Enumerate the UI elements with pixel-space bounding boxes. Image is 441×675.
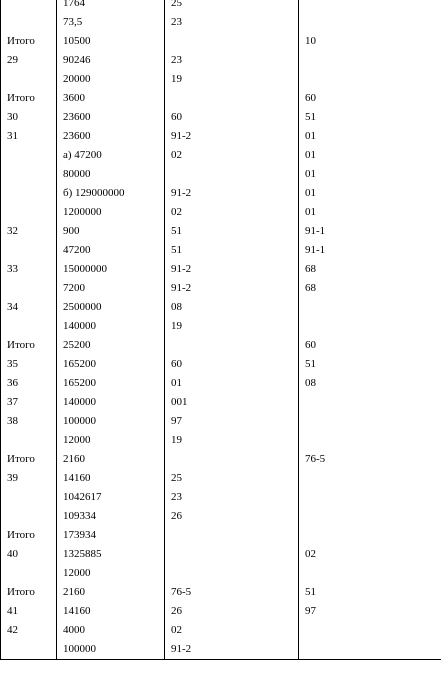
table-row bbox=[1, 545, 441, 564]
debit-account-cell: 91-2 bbox=[165, 260, 299, 279]
table-row bbox=[1, 127, 441, 146]
debit-account-cell bbox=[165, 165, 299, 184]
amount-cell: 15000000 bbox=[57, 260, 165, 279]
table-row bbox=[1, 108, 441, 127]
amount-cell: 140000 bbox=[57, 317, 165, 336]
row-label-cell: 32 bbox=[1, 222, 57, 241]
amount-cell: 20000 bbox=[57, 70, 165, 89]
row-label-cell bbox=[1, 431, 57, 450]
debit-account-cell: 23 bbox=[165, 51, 299, 70]
debit-account-cell: 01 bbox=[165, 374, 299, 393]
amount-cell: 90246 bbox=[57, 51, 165, 70]
credit-account-cell: 10 bbox=[299, 32, 441, 51]
table-row bbox=[1, 298, 441, 317]
amount-cell: 4000 bbox=[57, 621, 165, 640]
credit-account-cell: 68 bbox=[299, 279, 441, 298]
row-label-cell: 38 bbox=[1, 412, 57, 431]
credit-account-cell bbox=[299, 13, 441, 32]
table-row bbox=[1, 640, 441, 660]
debit-account-cell: 08 bbox=[165, 298, 299, 317]
table-row bbox=[1, 13, 441, 32]
table-row bbox=[1, 355, 441, 374]
debit-account-cell: 91-2 bbox=[165, 640, 299, 660]
row-label-cell: 35 bbox=[1, 355, 57, 374]
amount-cell: 47200 bbox=[57, 241, 165, 260]
amount-cell: 1200000 bbox=[57, 203, 165, 222]
table-row bbox=[1, 450, 441, 469]
debit-account-cell: 60 bbox=[165, 108, 299, 127]
table-row bbox=[1, 374, 441, 393]
debit-account-cell: 51 bbox=[165, 241, 299, 260]
amount-cell: 173934 bbox=[57, 526, 165, 545]
table-row bbox=[1, 393, 441, 412]
credit-account-cell: 51 bbox=[299, 355, 441, 374]
row-label-cell bbox=[1, 203, 57, 222]
amount-cell: 12000 bbox=[57, 431, 165, 450]
row-label-cell: 42 bbox=[1, 621, 57, 640]
row-label-cell: 39 bbox=[1, 469, 57, 488]
row-label-cell: Итого bbox=[1, 32, 57, 51]
credit-account-cell: 76-5 bbox=[299, 450, 441, 469]
amount-cell: 3600 bbox=[57, 89, 165, 108]
debit-account-cell: 26 bbox=[165, 507, 299, 526]
credit-account-cell bbox=[299, 412, 441, 431]
table-row bbox=[1, 279, 441, 298]
credit-account-cell: 60 bbox=[299, 336, 441, 355]
row-label-cell: 31 bbox=[1, 127, 57, 146]
credit-account-cell bbox=[299, 298, 441, 317]
row-label-cell bbox=[1, 184, 57, 203]
table-row bbox=[1, 431, 441, 450]
amount-cell: а) 47200 bbox=[57, 146, 165, 165]
debit-account-cell bbox=[165, 89, 299, 108]
amount-cell: 2160 bbox=[57, 583, 165, 602]
row-label-cell bbox=[1, 317, 57, 336]
table-row bbox=[1, 336, 441, 355]
debit-account-cell: 76-5 bbox=[165, 583, 299, 602]
credit-account-cell: 01 bbox=[299, 127, 441, 146]
credit-account-cell: 91-1 bbox=[299, 241, 441, 260]
table-row bbox=[1, 317, 441, 336]
debit-account-cell: 23 bbox=[165, 488, 299, 507]
debit-account-cell: 97 bbox=[165, 412, 299, 431]
debit-account-cell: 91-2 bbox=[165, 127, 299, 146]
row-label-cell bbox=[1, 488, 57, 507]
amount-cell: 80000 bbox=[57, 165, 165, 184]
row-label-cell: 40 bbox=[1, 545, 57, 564]
credit-account-cell bbox=[299, 317, 441, 336]
credit-account-cell: 08 bbox=[299, 374, 441, 393]
amount-cell: 2160 bbox=[57, 450, 165, 469]
debit-account-cell bbox=[165, 545, 299, 564]
row-label-cell: 36 bbox=[1, 374, 57, 393]
row-label-cell: 41 bbox=[1, 602, 57, 621]
row-label-cell: 37 bbox=[1, 393, 57, 412]
table-row bbox=[1, 0, 441, 13]
credit-account-cell: 97 bbox=[299, 602, 441, 621]
credit-account-cell bbox=[299, 431, 441, 450]
debit-account-cell: 19 bbox=[165, 70, 299, 89]
debit-account-cell bbox=[165, 564, 299, 583]
credit-account-cell: 60 bbox=[299, 89, 441, 108]
debit-account-cell: 60 bbox=[165, 355, 299, 374]
credit-account-cell bbox=[299, 526, 441, 545]
debit-account-cell: 02 bbox=[165, 621, 299, 640]
amount-cell: 100000 bbox=[57, 412, 165, 431]
credit-account-cell bbox=[299, 393, 441, 412]
credit-account-cell: 01 bbox=[299, 203, 441, 222]
row-label-cell: 33 bbox=[1, 260, 57, 279]
table-row bbox=[1, 146, 441, 165]
credit-account-cell: 91-1 bbox=[299, 222, 441, 241]
table-row bbox=[1, 89, 441, 108]
debit-account-cell: 19 bbox=[165, 317, 299, 336]
row-label-cell bbox=[1, 564, 57, 583]
credit-account-cell: 02 bbox=[299, 545, 441, 564]
table-row bbox=[1, 507, 441, 526]
row-label-cell bbox=[1, 241, 57, 260]
table-row bbox=[1, 165, 441, 184]
table-row bbox=[1, 526, 441, 545]
ledger-body bbox=[1, 0, 441, 660]
table-row bbox=[1, 260, 441, 279]
row-label-cell: 29 bbox=[1, 51, 57, 70]
amount-cell: 1325885 bbox=[57, 545, 165, 564]
credit-account-cell bbox=[299, 507, 441, 526]
row-label-cell: 30 bbox=[1, 108, 57, 127]
amount-cell: 10500 bbox=[57, 32, 165, 51]
amount-cell: 7200 bbox=[57, 279, 165, 298]
row-label-cell: Итого bbox=[1, 336, 57, 355]
debit-account-cell: 001 bbox=[165, 393, 299, 412]
row-label-cell bbox=[1, 279, 57, 298]
table-row bbox=[1, 488, 441, 507]
row-label-cell bbox=[1, 70, 57, 89]
credit-account-cell bbox=[299, 621, 441, 640]
table-row bbox=[1, 51, 441, 70]
table-row bbox=[1, 621, 441, 640]
amount-cell: 14160 bbox=[57, 469, 165, 488]
debit-account-cell: 23 bbox=[165, 13, 299, 32]
table-row bbox=[1, 583, 441, 602]
credit-account-cell bbox=[299, 0, 441, 13]
credit-account-cell: 01 bbox=[299, 184, 441, 203]
row-label-cell: Итого bbox=[1, 89, 57, 108]
amount-cell: 12000 bbox=[57, 564, 165, 583]
table-row bbox=[1, 222, 441, 241]
credit-account-cell: 51 bbox=[299, 583, 441, 602]
row-label-cell: 34 bbox=[1, 298, 57, 317]
debit-account-cell: 91-2 bbox=[165, 184, 299, 203]
debit-account-cell bbox=[165, 32, 299, 51]
credit-account-cell bbox=[299, 70, 441, 89]
credit-account-cell: 68 bbox=[299, 260, 441, 279]
debit-account-cell: 91-2 bbox=[165, 279, 299, 298]
amount-cell: 14160 bbox=[57, 602, 165, 621]
table-row bbox=[1, 184, 441, 203]
amount-cell: 165200 bbox=[57, 374, 165, 393]
amount-cell: 1764 bbox=[57, 0, 165, 13]
row-label-cell: Итого bbox=[1, 583, 57, 602]
debit-account-cell: 25 bbox=[165, 0, 299, 13]
table-row bbox=[1, 412, 441, 431]
debit-account-cell bbox=[165, 336, 299, 355]
debit-account-cell: 51 bbox=[165, 222, 299, 241]
credit-account-cell: 51 bbox=[299, 108, 441, 127]
amount-cell: 73,5 bbox=[57, 13, 165, 32]
amount-cell: 109334 bbox=[57, 507, 165, 526]
credit-account-cell: 01 bbox=[299, 165, 441, 184]
table-row bbox=[1, 469, 441, 488]
credit-account-cell bbox=[299, 564, 441, 583]
amount-cell: 23600 bbox=[57, 108, 165, 127]
amount-cell: 1042617 bbox=[57, 488, 165, 507]
row-label-cell bbox=[1, 507, 57, 526]
debit-account-cell bbox=[165, 526, 299, 545]
row-label-cell bbox=[1, 165, 57, 184]
debit-account-cell: 19 bbox=[165, 431, 299, 450]
table-row bbox=[1, 241, 441, 260]
amount-cell: 900 bbox=[57, 222, 165, 241]
row-label-cell bbox=[1, 640, 57, 660]
row-label-cell bbox=[1, 146, 57, 165]
credit-account-cell bbox=[299, 469, 441, 488]
row-label-cell bbox=[1, 13, 57, 32]
row-label-cell bbox=[1, 0, 57, 13]
amount-cell: 165200 bbox=[57, 355, 165, 374]
credit-account-cell: 01 bbox=[299, 146, 441, 165]
table-row bbox=[1, 564, 441, 583]
amount-cell: 25200 bbox=[57, 336, 165, 355]
debit-account-cell: 25 bbox=[165, 469, 299, 488]
table-row bbox=[1, 203, 441, 222]
amount-cell: 140000 bbox=[57, 393, 165, 412]
debit-account-cell bbox=[165, 450, 299, 469]
credit-account-cell bbox=[299, 640, 441, 660]
debit-account-cell: 02 bbox=[165, 203, 299, 222]
debit-account-cell: 02 bbox=[165, 146, 299, 165]
row-label-cell: Итого bbox=[1, 526, 57, 545]
amount-cell: б) 129000000 bbox=[57, 184, 165, 203]
amount-cell: 2500000 bbox=[57, 298, 165, 317]
amount-cell: 100000 bbox=[57, 640, 165, 660]
table-row bbox=[1, 70, 441, 89]
credit-account-cell bbox=[299, 488, 441, 507]
amount-cell: 23600 bbox=[57, 127, 165, 146]
credit-account-cell bbox=[299, 51, 441, 70]
row-label-cell: Итого bbox=[1, 450, 57, 469]
table-row bbox=[1, 32, 441, 51]
table-row bbox=[1, 602, 441, 621]
debit-account-cell: 26 bbox=[165, 602, 299, 621]
